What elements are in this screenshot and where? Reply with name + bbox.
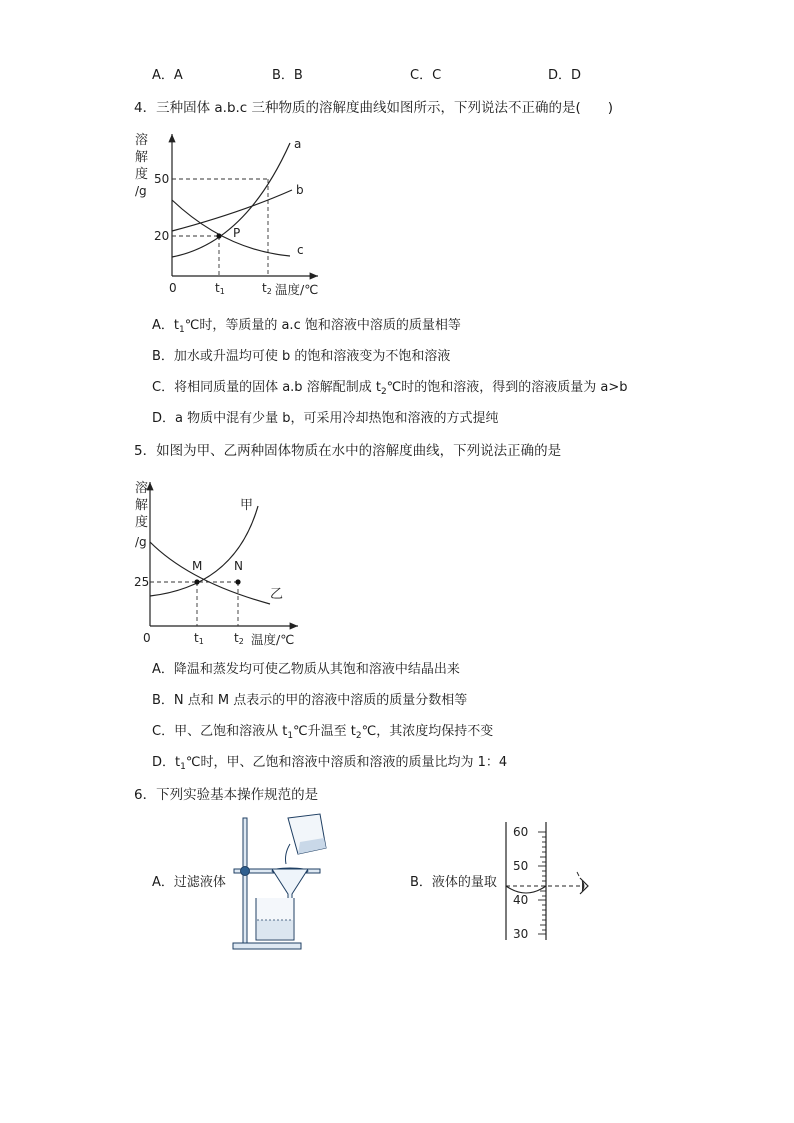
filtration-apparatus-illustration	[228, 812, 338, 954]
q4-option-a: A．$t_1℃$时，等质量的 a.c 饱和溶液中溶质的质量相等	[152, 318, 461, 335]
q6-option-a-label: A．过滤液体	[152, 875, 226, 890]
q5-ylabel-1: 溶	[135, 481, 149, 496]
graduated-cylinder-illustration	[500, 820, 600, 944]
q5-solubility-figure	[130, 476, 315, 650]
q4-label-p: P	[233, 226, 241, 240]
q5-label-n: N	[234, 559, 243, 573]
q5-label-jia: 甲	[240, 498, 254, 513]
q4-option-c: C．将相同质量的固体 a.b 溶解配制成 $t_2℃$时的饱和溶液，得到的溶液质量为 a>b	[152, 380, 628, 397]
q5-xtick-t1: t1	[194, 631, 204, 646]
q4-ytick-20: 20	[154, 229, 170, 243]
q4-label-c: c	[297, 243, 304, 257]
q4-stem: 4．三种固体 a.b.c 三种物质的溶解度曲线如图所示，下列说法不正确的是( )	[134, 100, 614, 116]
q3-option-b: B．B	[272, 68, 303, 83]
q3-option-c: C．C	[410, 68, 442, 83]
cylinder-scale-30: 30	[513, 927, 529, 941]
cylinder-scale-60: 60	[513, 825, 529, 839]
q4-ylabel-2: 解	[135, 150, 149, 165]
q5-ylabel-2: 解	[135, 498, 149, 513]
q5-label-m: M	[192, 559, 203, 573]
q5-xlabel: 温度/℃	[251, 632, 295, 647]
q5-option-a: A．降温和蒸发均可使乙物质从其饱和溶液中结晶出来	[152, 662, 460, 677]
q4-origin: 0	[169, 281, 177, 295]
q4-ylabel-3: 度	[135, 167, 149, 182]
q6-stem: 6．下列实验基本操作规范的是	[134, 787, 319, 803]
q3-option-a: A．A	[152, 68, 183, 83]
q5-option-b: B．N 点和 M 点表示的甲的溶液中溶质的质量分数相等	[152, 693, 468, 708]
q5-origin: 0	[143, 631, 151, 645]
q5-label-yi: 乙	[270, 587, 284, 602]
q6-option-b-label: B．液体的量取	[410, 875, 497, 890]
q4-point-p	[216, 233, 221, 238]
q5-ylabel-4: /g	[135, 535, 147, 549]
q4-solubility-figure	[130, 128, 330, 300]
q5-xtick-t2: t2	[234, 631, 244, 646]
q4-label-a: a	[294, 137, 302, 151]
q5-point-m	[194, 579, 199, 584]
cylinder-scale-40: 40	[513, 893, 529, 907]
q4-xtick-t2: t2	[262, 281, 272, 296]
q4-label-b: b	[296, 183, 304, 197]
q4-ytick-50: 50	[154, 172, 170, 186]
q5-point-n	[235, 579, 240, 584]
q4-ylabel-1: 溶	[135, 133, 149, 148]
q4-ylabel-4: /g	[135, 184, 147, 198]
q5-ylabel-3: 度	[135, 515, 149, 530]
cylinder-scale-50: 50	[513, 859, 529, 873]
q4-option-b: B．加水或升温均可使 b 的饱和溶液变为不饱和溶液	[152, 349, 451, 364]
q4-curve-b	[172, 190, 292, 231]
q4-xtick-t1: t1	[215, 281, 225, 296]
q4-option-d: D．a 物质中混有少量 b，可采用冷却热饱和溶液的方式提纯	[152, 411, 499, 426]
q5-option-d: D．$t_1℃$时，甲、乙饱和溶液中溶质和溶液的质量比均为 1：4	[152, 755, 508, 772]
q5-curve-jia	[150, 506, 258, 596]
q4-xlabel: 温度/℃	[275, 282, 319, 297]
q5-curve-yi	[150, 542, 270, 604]
q5-option-c: C．甲、乙饱和溶液从 $t_1℃$升温至 $t_2℃$，其浓度均保持不变	[152, 724, 494, 741]
q3-option-d: D．D	[548, 68, 582, 83]
q5-ytick-25: 25	[134, 575, 150, 589]
q5-stem: 5．如图为甲、乙两种固体物质在水中的溶解度曲线，下列说法正确的是	[134, 443, 562, 459]
